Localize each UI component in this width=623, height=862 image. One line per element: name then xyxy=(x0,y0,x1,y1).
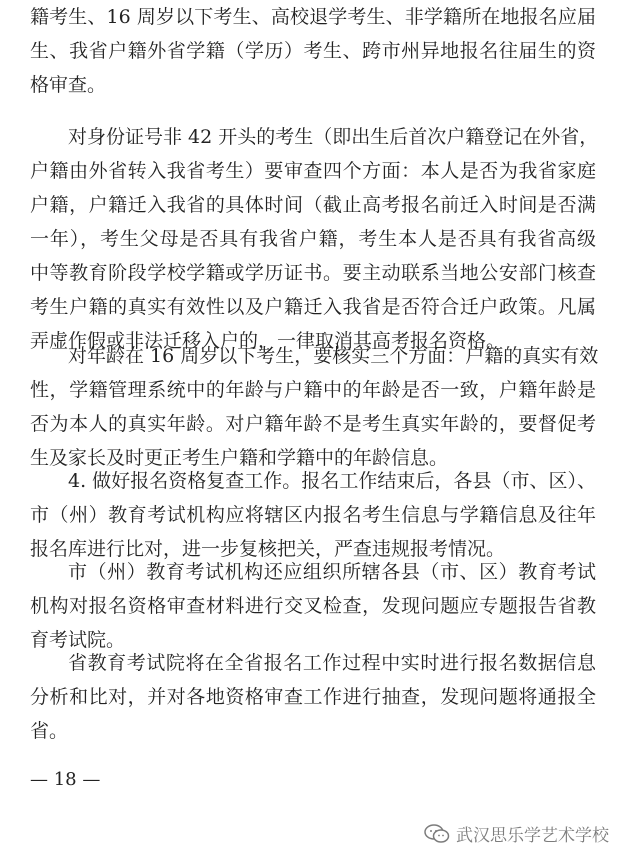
paragraph-6-line-2: 分析和比对，并对各地资格审查工作进行抽查，发现问题将通报全 xyxy=(30,686,596,708)
paragraph-3-line-3: 否为本人的真实年龄。对户籍年龄不是考生真实年龄的，要督促考 xyxy=(30,413,596,435)
paragraph-1-line-2: 生、我省户籍外省学籍（学历）考生、跨市州异地报名往届生的资 xyxy=(30,40,596,62)
paragraph-4-line-3: 报名库进行比对，进一步复核把关，严查违规报考情况。 xyxy=(30,538,506,560)
paragraph-2-line-7: 弄虚作假或非法迁移入户的，一律取消其高考报名资格。 xyxy=(30,330,506,352)
paragraph-2-line-5: 中等教育阶段学校学籍或学历证书。要主动联系当地公安部门核查 xyxy=(30,262,596,284)
paragraph-6-line-1: 省教育考试院将在全省报名工作过程中实时进行报名数据信息 xyxy=(68,652,596,674)
paragraph-2-line-1: 对身份证号非 42 开头的考生（即出生后首次户籍登记在外省， xyxy=(68,126,599,148)
watermark-text: 武汉思乐学艺术学校 xyxy=(456,826,609,846)
paragraph-5-line-3: 育考试院。 xyxy=(30,629,126,651)
watermark xyxy=(424,821,609,846)
paragraph-2-line-6: 考生户籍的真实有效性以及户籍迁入我省是否符合迁户政策。凡属 xyxy=(30,296,596,318)
paragraph-2-line-4: 一年），考生父母是否具有我省户籍，考生本人是否具有我省高级 xyxy=(30,228,596,250)
paragraph-3-line-4: 生及家长及时更正考生户籍和学籍中的年龄信息。 xyxy=(30,447,449,469)
paragraph-3-line-2: 性，学籍管理系统中的年龄与户籍中的年龄是否一致，户籍年龄是 xyxy=(30,379,596,401)
paragraph-5-line-2: 机构对报名资格审查材料进行交叉检查，发现问题应专题报告省教 xyxy=(30,595,596,617)
paragraph-1-line-3: 格审查。 xyxy=(30,74,107,96)
paragraph-6-line-3: 省。 xyxy=(30,720,69,742)
wechat-icon xyxy=(424,823,450,845)
paragraph-4-line-1: 4. 做好报名资格复查工作。报名工作结束后，各县（市、区）、 xyxy=(68,470,596,492)
paragraph-5-line-1: 市（州）教育考试机构还应组织所辖各县（市、区）教育考试 xyxy=(68,561,596,583)
paragraph-2-line-2: 户籍由外省转入我省考生）要审查四个方面：本人是否为我省家庭 xyxy=(30,160,596,182)
paragraph-2-line-3: 户籍，户籍迁入我省的具体时间（截止高考报名前迁入时间是否满 xyxy=(30,194,596,216)
paragraph-4-line-2: 市（州）教育考试机构应将辖区内报名考生信息与学籍信息及往年 xyxy=(30,504,596,526)
paragraph-1-line-1: 籍考生、16 周岁以下考生、高校退学考生、非学籍所在地报名应届 xyxy=(30,6,596,28)
page-number: — 18 — xyxy=(30,769,101,790)
paragraph-3-line-1: 对年龄在 16 周岁以下考生，要核实三个方面：户籍的真实有效 xyxy=(68,345,599,367)
